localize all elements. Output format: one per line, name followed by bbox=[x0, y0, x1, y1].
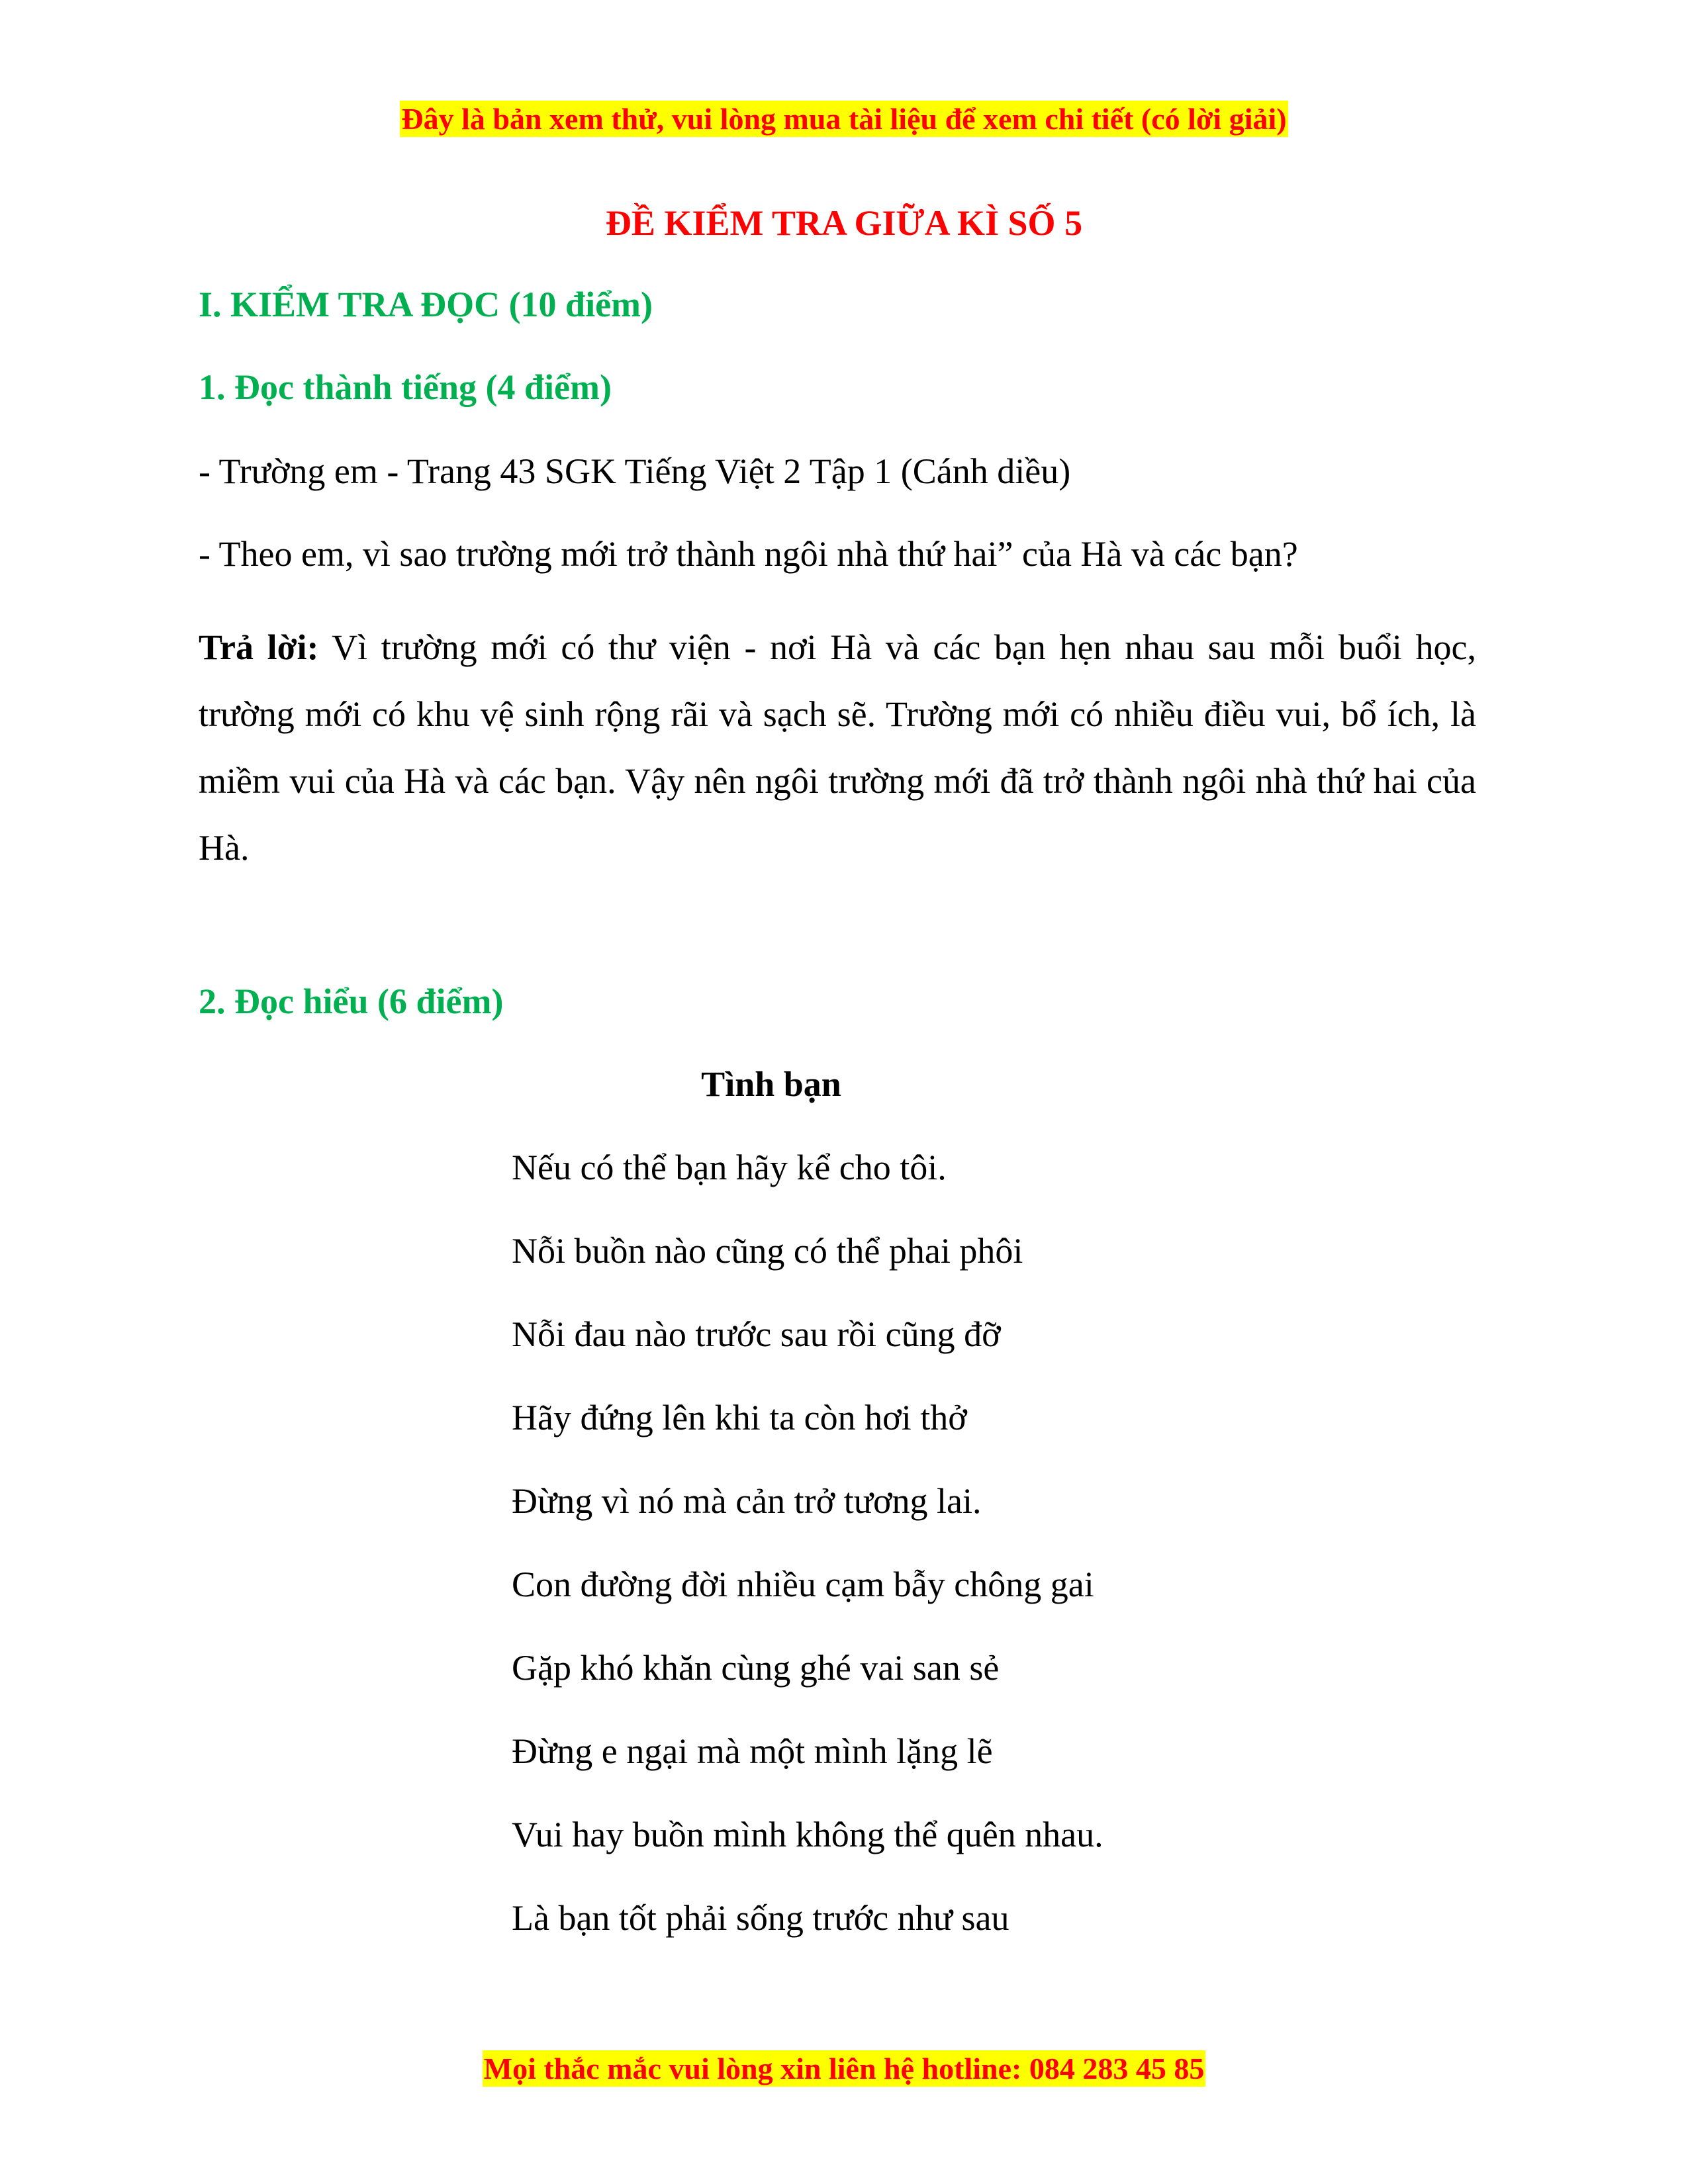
preview-notice-text: Đây là bản xem thử, vui lòng mua tài liệu để xem chi tiết (có lời giải) bbox=[401, 102, 1287, 136]
section-heading-reading-test: I. KIỂM TRA ĐỌC (10 điểm) bbox=[199, 285, 653, 324]
answer-label: Trả lời: bbox=[199, 627, 319, 667]
poem bbox=[512, 1146, 1103, 1980]
answer-text: Vì trường mới có thư viện - nơi Hà và các bạn hẹn nhau sau mỗi buổi học, trường mới có khu vệ sinh rộng rãi và sạch sẽ. Trường mới có nhiều điều vui, bổ ích, là miềm vui của Hà và các bạn. Vậy nên ngôi trường mới đã trở thành ngôi nhà thứ hai của Hà. bbox=[199, 627, 1477, 868]
hotline-text: Mọi thắc mắc vui lòng xin liên hệ hotline: 084 283 45 85 bbox=[483, 2052, 1205, 2085]
hotline-banner bbox=[0, 2050, 1688, 2087]
poem-line: Đừng e ngại mà một mình lặng lẽ bbox=[512, 1731, 993, 1771]
task-line: - Theo em, vì sao trường mới trở thành ngôi nhà thứ hai” của Hà và các bạn? bbox=[199, 534, 1298, 574]
poem-line: Hãy đứng lên khi ta còn hơi thở bbox=[512, 1398, 967, 1437]
preview-notice-banner bbox=[0, 101, 1688, 138]
poem-line: Nỗi đau nào trước sau rồi cũng đỡ bbox=[512, 1314, 1001, 1354]
poem-line: Nếu có thể bạn hãy kể cho tôi. bbox=[512, 1148, 947, 1187]
poem-line: Con đường đời nhiều cạm bẫy chông gai bbox=[512, 1565, 1094, 1604]
poem-line: Gặp khó khăn cùng ghé vai san sẻ bbox=[512, 1648, 1000, 1688]
answer-paragraph bbox=[199, 614, 1476, 882]
subsection-heading-comprehension: 2. Đọc hiểu (6 điểm) bbox=[199, 981, 504, 1021]
poem-line: Là bạn tốt phải sống trước như sau bbox=[512, 1898, 1009, 1938]
page-title: ĐỀ KIỂM TRA GIỮA KÌ SỐ 5 bbox=[605, 203, 1083, 243]
poem-title: Tình bạn bbox=[701, 1064, 841, 1104]
poem-line: Đừng vì nó mà cản trở tương lai. bbox=[512, 1481, 982, 1521]
poem-line: Nỗi buồn nào cũng có thể phai phôi bbox=[512, 1231, 1023, 1271]
subsection-heading-reading-aloud: 1. Đọc thành tiếng (4 điểm) bbox=[199, 367, 612, 407]
task-line: - Trường em - Trang 43 SGK Tiếng Việt 2 Tập 1 (Cánh diều) bbox=[199, 451, 1071, 491]
poem-line: Vui hay buồn mình không thể quên nhau. bbox=[512, 1815, 1103, 1854]
